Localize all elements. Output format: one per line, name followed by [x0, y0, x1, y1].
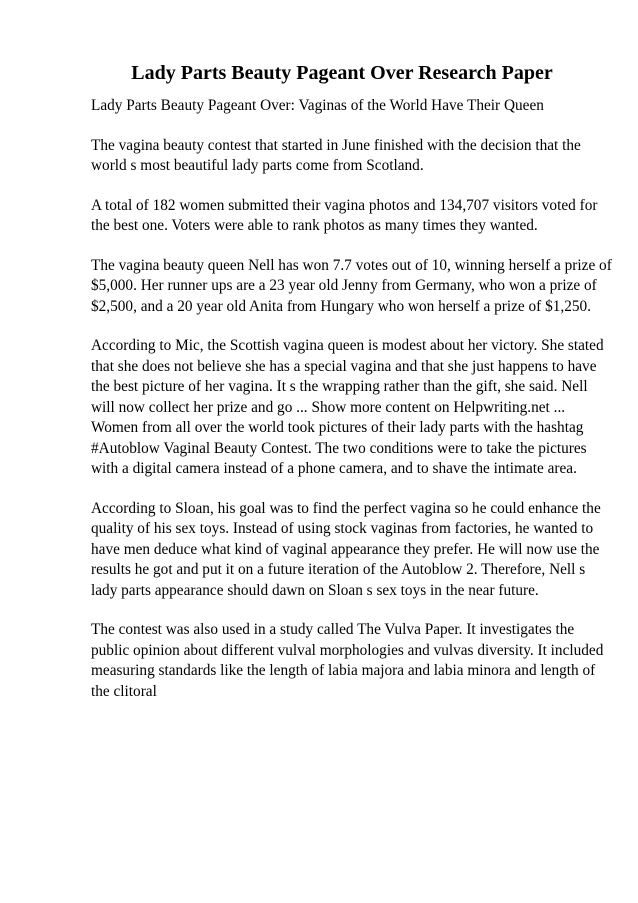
- paragraph: [91, 256, 612, 318]
- paragraph-line: results he got and put it on a future iteration of the Autoblow 2. Therefore, Nell s: [91, 561, 586, 578]
- paragraph-line: the best picture of her vagina. It s the wrapping rather than the gift, she said. Nell: [91, 378, 588, 395]
- paragraph-line: The vagina beauty contest that started in June finished with the decision that the: [91, 136, 581, 154]
- paragraph: [91, 196, 598, 237]
- paragraph-line: According to Mic, the Scottish vagina queen is modest about her victory. She stated: [91, 337, 604, 354]
- paragraph-line: $5,000. Her runner ups are a 23 year old Jenny from Germany, who won a prize of: [91, 277, 597, 294]
- paragraph-line: Lady Parts Beauty Pageant Over: Vaginas of the World Have Their Queen: [91, 97, 544, 114]
- paragraph: [91, 620, 604, 702]
- paragraph-line: The vagina beauty queen Nell has won 7.7 votes out of 10, winning herself a prize of: [91, 256, 612, 274]
- paragraph: [91, 96, 591, 117]
- paragraph-line: that she does not believe she has a special vagina and that she just happens to have: [91, 357, 597, 375]
- paragraph-line: public opinion about different vulval morphologies and vulvas diversity. It included: [91, 641, 604, 659]
- paragraph-line: world s most beautiful lady parts come from Scotland.: [91, 157, 424, 174]
- paragraph-line: quality of his sex toys. Instead of using stock vaginas from factories, he wanted to: [91, 520, 594, 537]
- paragraph-line: will now collect her prize and go ... Show more content on Helpwriting.net ...: [91, 398, 566, 416]
- paragraph-line: Women from all over the world took pictures of their lady parts with the hashtag: [91, 419, 584, 436]
- paragraph-line: lady parts appearance should dawn on Sloan s sex toys in the near future.: [91, 581, 539, 599]
- paragraph-line: have men deduce what kind of vaginal appearance they prefer. He will now use the: [91, 540, 600, 558]
- paragraph-line: $2,500, and a 20 year old Anita from Hungary who won herself a prize of $1,250.: [91, 297, 591, 315]
- paragraph-line: measuring standards like the length of labia majora and labia minora and length of: [91, 662, 596, 679]
- paragraph-line: According to Sloan, his goal was to find the perfect vagina so he could enhance the: [91, 499, 601, 517]
- paragraph: [91, 336, 604, 480]
- paragraph: [91, 499, 601, 602]
- paragraph-line: The contest was also used in a study called The Vulva Paper. It investigates the: [91, 621, 575, 638]
- document-body: [91, 96, 612, 721]
- paragraph-line: #Autoblow Vaginal Beauty Contest. The two conditions were to take the pictures: [91, 439, 587, 457]
- paragraph-line: the best one. Voters were able to rank photos as many times they wanted.: [91, 217, 538, 234]
- paragraph: [91, 136, 591, 177]
- paragraph-line: the clitoral: [91, 682, 157, 700]
- paragraph-line: with a digital camera instead of a phone camera, and to shave the intimate area.: [91, 460, 577, 477]
- document-title: Lady Parts Beauty Pageant Over Research Paper: [131, 62, 553, 84]
- paragraph-line: A total of 182 women submitted their vagina photos and 134,707 visitors voted for: [91, 196, 598, 214]
